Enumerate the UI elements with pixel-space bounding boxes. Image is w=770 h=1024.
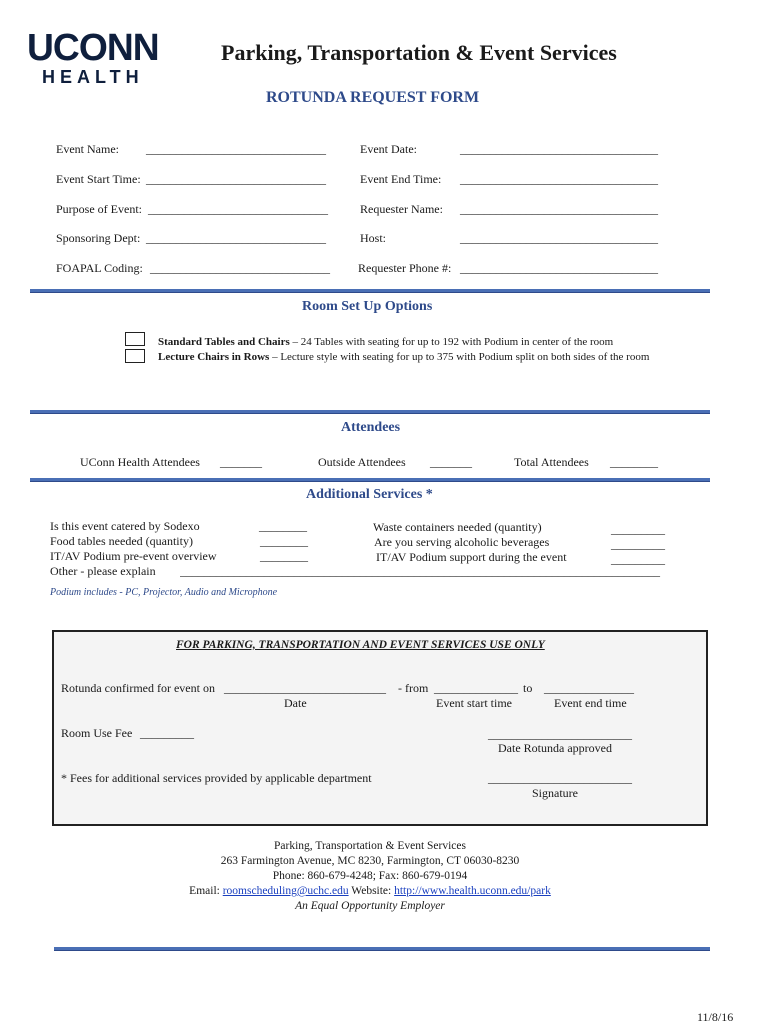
waste-containers-label: Waste containers needed (quantity) <box>373 520 542 534</box>
sponsoring-dept-label: Sponsoring Dept: <box>56 231 141 245</box>
requester-phone-label: Requester Phone #: <box>358 261 452 275</box>
date-approved-field[interactable]: ________________________ <box>488 727 632 741</box>
room-setup-title: Room Set Up Options <box>302 299 433 314</box>
purpose-field[interactable]: ______________________________ <box>148 202 328 216</box>
uconn-logo-wordmark: UCONN <box>27 27 159 69</box>
itav-support-label: IT/AV Podium support during the event <box>376 550 567 564</box>
room-use-fee-field[interactable]: _________ <box>140 726 194 740</box>
footer-contact <box>0 885 740 897</box>
website-link[interactable]: http://www.health.uconn.edu/park <box>394 885 551 897</box>
host-field[interactable]: _________________________________ <box>460 231 658 245</box>
to-label: to <box>523 681 533 695</box>
event-date-field[interactable]: _________________________________ <box>460 142 658 156</box>
requester-name-field[interactable]: _________________________________ <box>460 202 658 216</box>
website-label: Website: <box>351 885 392 897</box>
form-title: ROTUNDA REQUEST FORM <box>266 89 480 106</box>
sodexo-field[interactable]: ________ <box>259 519 307 533</box>
additional-services-title: Additional Services * <box>306 487 433 502</box>
sodexo-label: Is this event catered by Sodexo <box>50 519 200 533</box>
signature-field[interactable]: ________________________ <box>488 771 632 785</box>
lecture-chairs-option <box>158 351 649 363</box>
outside-attendees-field[interactable]: _______ <box>430 455 472 469</box>
requester-phone-field[interactable]: _________________________________ <box>460 261 658 275</box>
food-tables-label: Food tables needed (quantity) <box>50 534 193 548</box>
footer-org: Parking, Transportation & Event Services <box>274 840 466 852</box>
total-attendees-label: Total Attendees <box>514 455 589 469</box>
foapal-label: FOAPAL Coding: <box>56 261 143 275</box>
outside-attendees-label: Outside Attendees <box>318 455 406 469</box>
event-start-caption: Event start time <box>436 696 512 710</box>
standard-tables-desc: – 24 Tables with seating for up to 192 with Podium in center of the room <box>289 336 614 348</box>
alcohol-field[interactable]: _________ <box>611 537 665 551</box>
event-start-time-field[interactable]: ______________________________ <box>146 172 326 186</box>
email-label: Email: <box>189 885 220 897</box>
sponsoring-dept-field[interactable]: ______________________________ <box>146 231 326 245</box>
lecture-chairs-desc: – Lecture style with seating for up to 375 with Podium split on both sides of the room <box>269 351 650 363</box>
confirmed-date-field[interactable]: ___________________________ <box>224 681 386 695</box>
event-name-label: Event Name: <box>56 142 119 156</box>
room-use-fee-label: Room Use Fee <box>61 726 133 740</box>
uconn-attendees-label: UConn Health Attendees <box>80 455 200 469</box>
email-link[interactable]: roomscheduling@uchc.edu <box>222 885 349 897</box>
from-label: - from <box>398 681 429 695</box>
section-divider <box>30 410 710 414</box>
lecture-chairs-checkbox[interactable] <box>125 349 145 363</box>
event-name-field[interactable]: ______________________________ <box>146 142 326 156</box>
other-field[interactable]: ________________________________________________________________________________ <box>180 564 660 578</box>
rotunda-confirmed-label: Rotunda confirmed for event on <box>61 681 215 695</box>
total-attendees-field[interactable]: ________ <box>610 455 658 469</box>
event-end-field[interactable]: _______________ <box>544 681 634 695</box>
footer-divider <box>54 947 710 951</box>
event-date-label: Event Date: <box>360 142 417 156</box>
foapal-field[interactable]: ______________________________ <box>150 261 330 275</box>
event-end-time-field[interactable]: _________________________________ <box>460 172 658 186</box>
standard-tables-option <box>158 336 613 348</box>
host-label: Host: <box>360 231 387 245</box>
signature-caption: Signature <box>532 786 578 800</box>
section-divider <box>30 478 710 482</box>
section-divider <box>30 289 710 293</box>
uconn-logo-health: HEALTH <box>42 67 144 87</box>
alcohol-label: Are you serving alcoholic beverages <box>374 535 550 549</box>
event-start-time-label: Event Start Time: <box>56 172 141 186</box>
other-label: Other - please explain <box>50 564 156 578</box>
date-approved-caption: Date Rotunda approved <box>498 741 612 755</box>
form-date: 11/8/16 <box>697 1010 734 1024</box>
requester-name-label: Requester Name: <box>360 202 443 216</box>
page-title: Parking, Transportation & Event Services <box>221 40 617 65</box>
itav-support-field[interactable]: _________ <box>611 552 665 566</box>
podium-note: Podium includes - PC, Projector, Audio and Microphone <box>50 587 278 598</box>
food-tables-field[interactable]: ________ <box>260 534 308 548</box>
lecture-chairs-name: Lecture Chairs in Rows <box>158 351 270 363</box>
event-end-time-label: Event End Time: <box>360 172 442 186</box>
waste-containers-field[interactable]: _________ <box>611 522 665 536</box>
purpose-label: Purpose of Event: <box>56 202 142 216</box>
fees-note: * Fees for additional services provided by applicable department <box>61 771 372 785</box>
uconn-attendees-field[interactable]: _______ <box>220 455 262 469</box>
footer-address: 263 Farmington Avenue, MC 8230, Farmington, CT 06030-8230 <box>220 855 520 867</box>
itav-preevent-label: IT/AV Podium pre-event overview <box>50 549 217 563</box>
event-end-caption: Event end time <box>554 696 627 710</box>
itav-preevent-field[interactable]: ________ <box>260 549 308 563</box>
event-start-field[interactable]: ______________ <box>434 681 518 695</box>
standard-tables-name: Standard Tables and Chairs <box>158 336 290 348</box>
attendees-title: Attendees <box>341 420 401 435</box>
standard-tables-checkbox[interactable] <box>125 332 145 346</box>
footer-phone: Phone: 860-679-4248; Fax: 860-679-0194 <box>272 870 468 882</box>
date-caption: Date <box>284 696 307 710</box>
office-use-title: FOR PARKING, TRANSPORTATION AND EVENT SERVICES USE ONLY <box>176 639 545 651</box>
footer-eoe: An Equal Opportunity Employer <box>295 900 445 912</box>
